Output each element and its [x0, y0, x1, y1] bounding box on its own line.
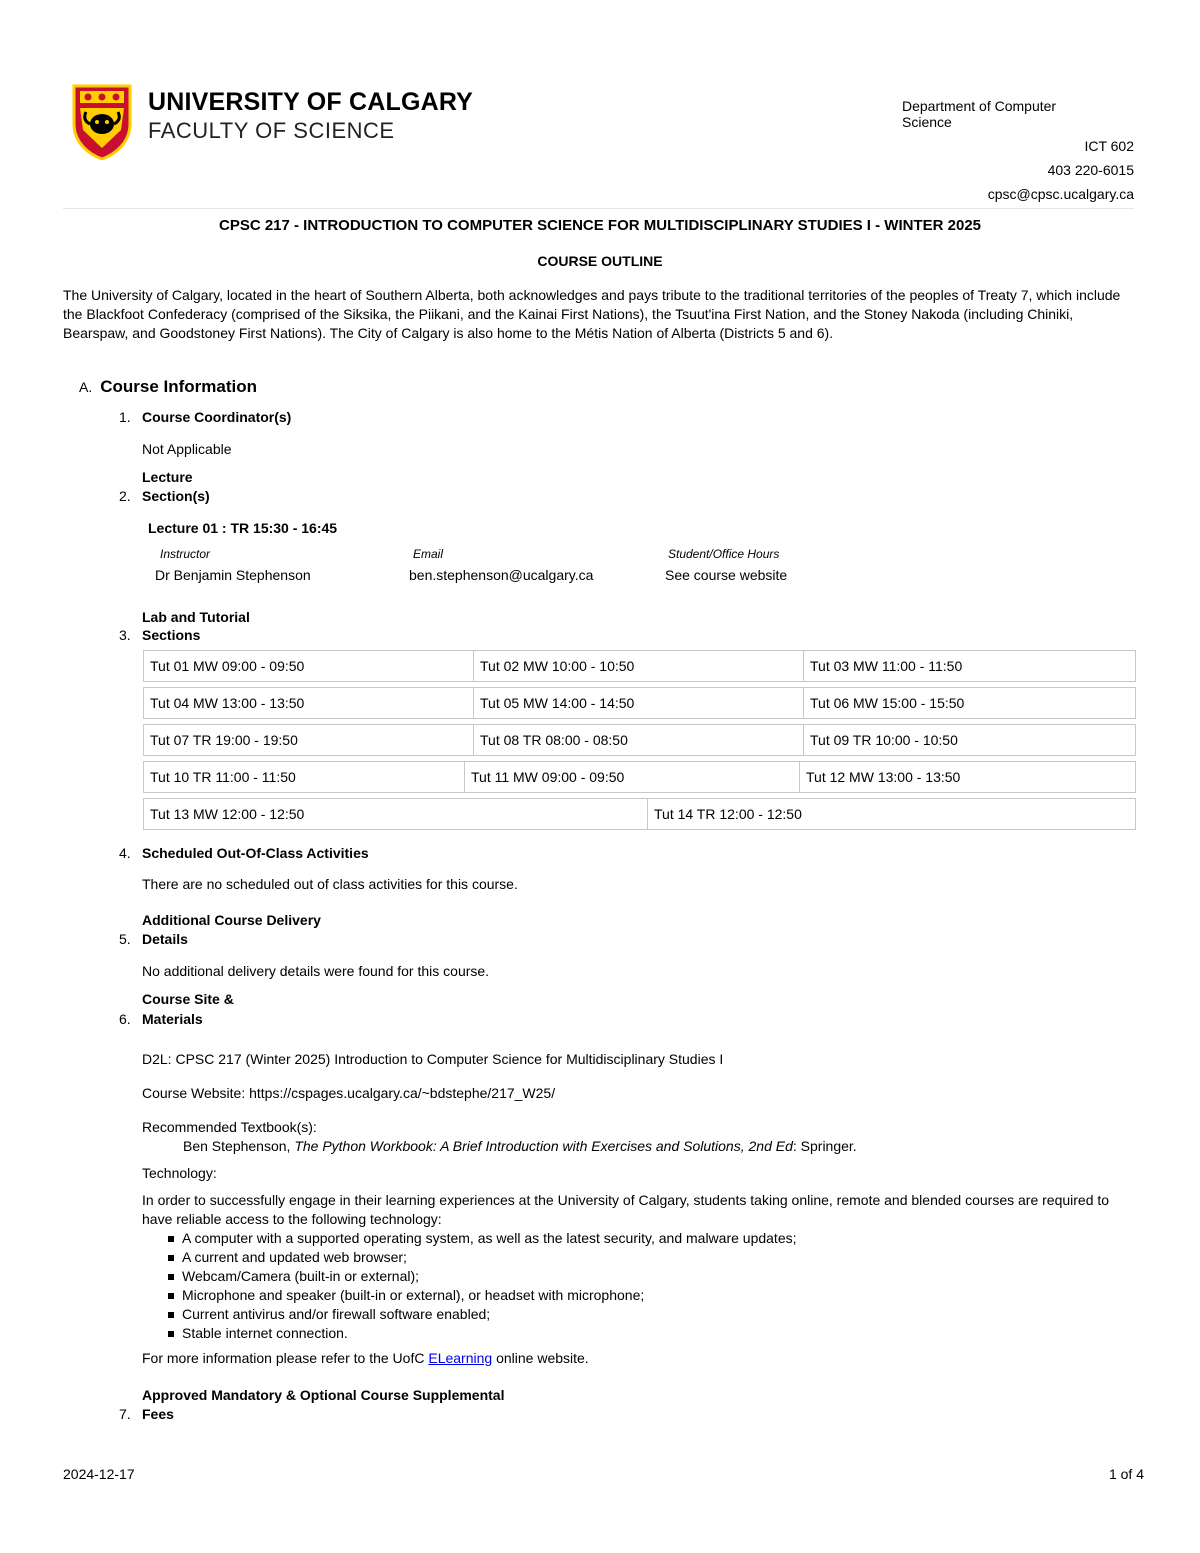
lecture-heading-line2: Section(s): [142, 488, 210, 504]
materials-heading-line2: Materials: [142, 1011, 203, 1027]
delivery-heading-line1: Additional Course Delivery: [142, 912, 321, 928]
textbook-title: The Python Workbook: A Brief Introduction with Exercises and Solutions, 2nd Ed: [294, 1138, 793, 1154]
tutorial-cell: Tut 03 MW 11:00 - 11:50: [804, 651, 1136, 682]
lecture-heading-line1: Lecture: [142, 469, 193, 485]
hours-column-label: Student/Office Hours: [668, 547, 780, 561]
tutorial-cell: Tut 13 MW 12:00 - 12:50: [144, 799, 648, 830]
tutorial-cell: Tut 11 MW 09:00 - 09:50: [465, 762, 800, 793]
coordinators-text: Not Applicable: [142, 441, 232, 457]
textbook-label: Recommended Textbook(s):: [142, 1119, 317, 1135]
tutorial-table-row: [143, 724, 1136, 756]
instructor-name: Dr Benjamin Stephenson: [155, 567, 311, 583]
item-number: 7.: [119, 1406, 131, 1422]
email-column-label: Email: [413, 547, 444, 561]
department-name: Department of Computer Science: [902, 98, 1057, 130]
section-letter: A.: [79, 379, 93, 395]
more-info-suffix: online website.: [496, 1350, 589, 1366]
technology-intro: In order to successfully engage in their learning experiences at the University of Calgary, students taking online, remote and blended courses are required to have reliable access to the following technology:: [142, 1192, 1110, 1227]
section-a-heading: [79, 377, 257, 397]
footer-date: 2024-12-17: [63, 1466, 135, 1482]
fees-heading-line1: Approved Mandatory & Optional Course Supplemental: [142, 1387, 505, 1403]
lecture-section-heading: Lecture 01 : TR 15:30 - 16:45: [148, 520, 338, 536]
tutorial-table-row: [143, 687, 1136, 719]
out-of-class-heading: Scheduled Out-Of-Class Activities: [142, 845, 369, 861]
tutorial-heading-line1: Lab and Tutorial: [142, 609, 250, 625]
list-item: Current antivirus and/or firewall software enabled;: [163, 1305, 797, 1324]
tutorial-cell: Tut 06 MW 15:00 - 15:50: [804, 688, 1136, 719]
header-divider: [63, 208, 1134, 209]
technology-label: Technology:: [142, 1165, 217, 1181]
tutorial-heading-line2: Sections: [142, 627, 201, 643]
page-number: 1 of 4: [1108, 1466, 1144, 1482]
tutorial-cell: Tut 08 TR 08:00 - 08:50: [474, 725, 804, 756]
item-number: 5.: [119, 931, 131, 947]
faculty-name: FACULTY OF SCIENCE: [148, 118, 395, 143]
course-website[interactable]: Course Website: https://cspages.ucalgary.ca/~bdstephe/217_W25/: [142, 1085, 556, 1101]
tutorial-cell: Tut 04 MW 13:00 - 13:50: [144, 688, 474, 719]
tutorial-cell: Tut 05 MW 14:00 - 14:50: [474, 688, 804, 719]
delivery-text: No additional delivery details were found for this course.: [142, 963, 490, 979]
out-of-class-text: There are no scheduled out of class activities for this course.: [142, 876, 518, 892]
materials-heading-line1: Course Site &: [142, 991, 234, 1007]
tutorial-cell: Tut 02 MW 10:00 - 10:50: [474, 651, 804, 682]
item-number: 2.: [119, 488, 131, 504]
instructor-column-label: Instructor: [160, 547, 211, 561]
item-number: 4.: [119, 845, 131, 861]
tutorial-table-row: [143, 761, 1136, 793]
office-location: ICT 602: [1084, 138, 1134, 154]
list-item: A computer with a supported operating system, as well as the latest security, and malware updates;: [163, 1229, 797, 1248]
item-number: 6.: [119, 1011, 131, 1027]
instructor-email[interactable]: ben.stephenson@ucalgary.ca: [409, 567, 594, 583]
list-item: Stable internet connection.: [163, 1324, 797, 1343]
elearning-link[interactable]: ELearning: [428, 1350, 493, 1366]
textbook-publisher: : Springer.: [792, 1138, 857, 1154]
phone-number: 403 220-6015: [1047, 162, 1134, 178]
tutorial-table-row: [143, 798, 1136, 830]
list-item: Webcam/Camera (built-in or external);: [163, 1267, 797, 1286]
textbook-entry: [183, 1137, 857, 1156]
university-name: UNIVERSITY OF CALGARY: [148, 88, 474, 116]
coordinators-heading: Course Coordinator(s): [142, 409, 292, 425]
tutorial-table-row: [143, 650, 1136, 682]
section-title: Course Information: [100, 377, 258, 396]
item-number: 1.: [119, 409, 131, 425]
tutorial-cell: Tut 09 TR 10:00 - 10:50: [804, 725, 1136, 756]
tutorial-cell: Tut 12 MW 13:00 - 13:50: [800, 762, 1136, 793]
fees-heading-line2: Fees: [142, 1406, 174, 1422]
item-number: 3.: [119, 627, 131, 643]
textbook-author: Ben Stephenson,: [183, 1138, 291, 1154]
tutorial-cell: Tut 01 MW 09:00 - 09:50: [144, 651, 474, 682]
tutorial-cell: Tut 14 TR 12:00 - 12:50: [648, 799, 1136, 830]
more-info-text: For more information please refer to the UofC: [142, 1350, 425, 1366]
tutorial-cell: Tut 07 TR 19:00 - 19:50: [144, 725, 474, 756]
page-subtitle: COURSE OUTLINE: [537, 253, 663, 269]
delivery-heading-line2: Details: [142, 931, 188, 947]
d2l-course: D2L: CPSC 217 (Winter 2025) Introduction to Computer Science for Multidisciplinary Studies I: [142, 1051, 724, 1067]
page-title: CPSC 217 - INTRODUCTION TO COMPUTER SCIENCE FOR MULTIDISCIPLINARY STUDIES I - WINTER 2025: [218, 217, 982, 234]
department-email[interactable]: cpsc@cpsc.ucalgary.ca: [987, 186, 1134, 202]
tutorial-cell: Tut 10 TR 11:00 - 11:50: [144, 762, 465, 793]
technology-list: [163, 1229, 797, 1343]
university-crest-icon: [72, 84, 132, 160]
list-item: Microphone and speaker (built-in or external), or headset with microphone;: [163, 1286, 797, 1305]
office-hours: See course website: [665, 567, 788, 583]
more-info: [142, 1349, 589, 1368]
list-item: A current and updated web browser;: [163, 1248, 797, 1267]
land-acknowledgement: The University of Calgary, located in the heart of Southern Alberta, both acknowledges and pays tribute to the traditional territories of the peoples of Treaty 7, which include the Blackfoot Confederacy (comprised of the Siksika, the Piikani, and the Kainai First Nations), the Tsuut'ina First Nation, and the Stoney Nakoda (including Chiniki, Bearspaw, and Goodstoney First Nations). The City of Calgary is also home to the Métis Nation of Alberta (Districts 5 and 6).: [63, 287, 1121, 341]
